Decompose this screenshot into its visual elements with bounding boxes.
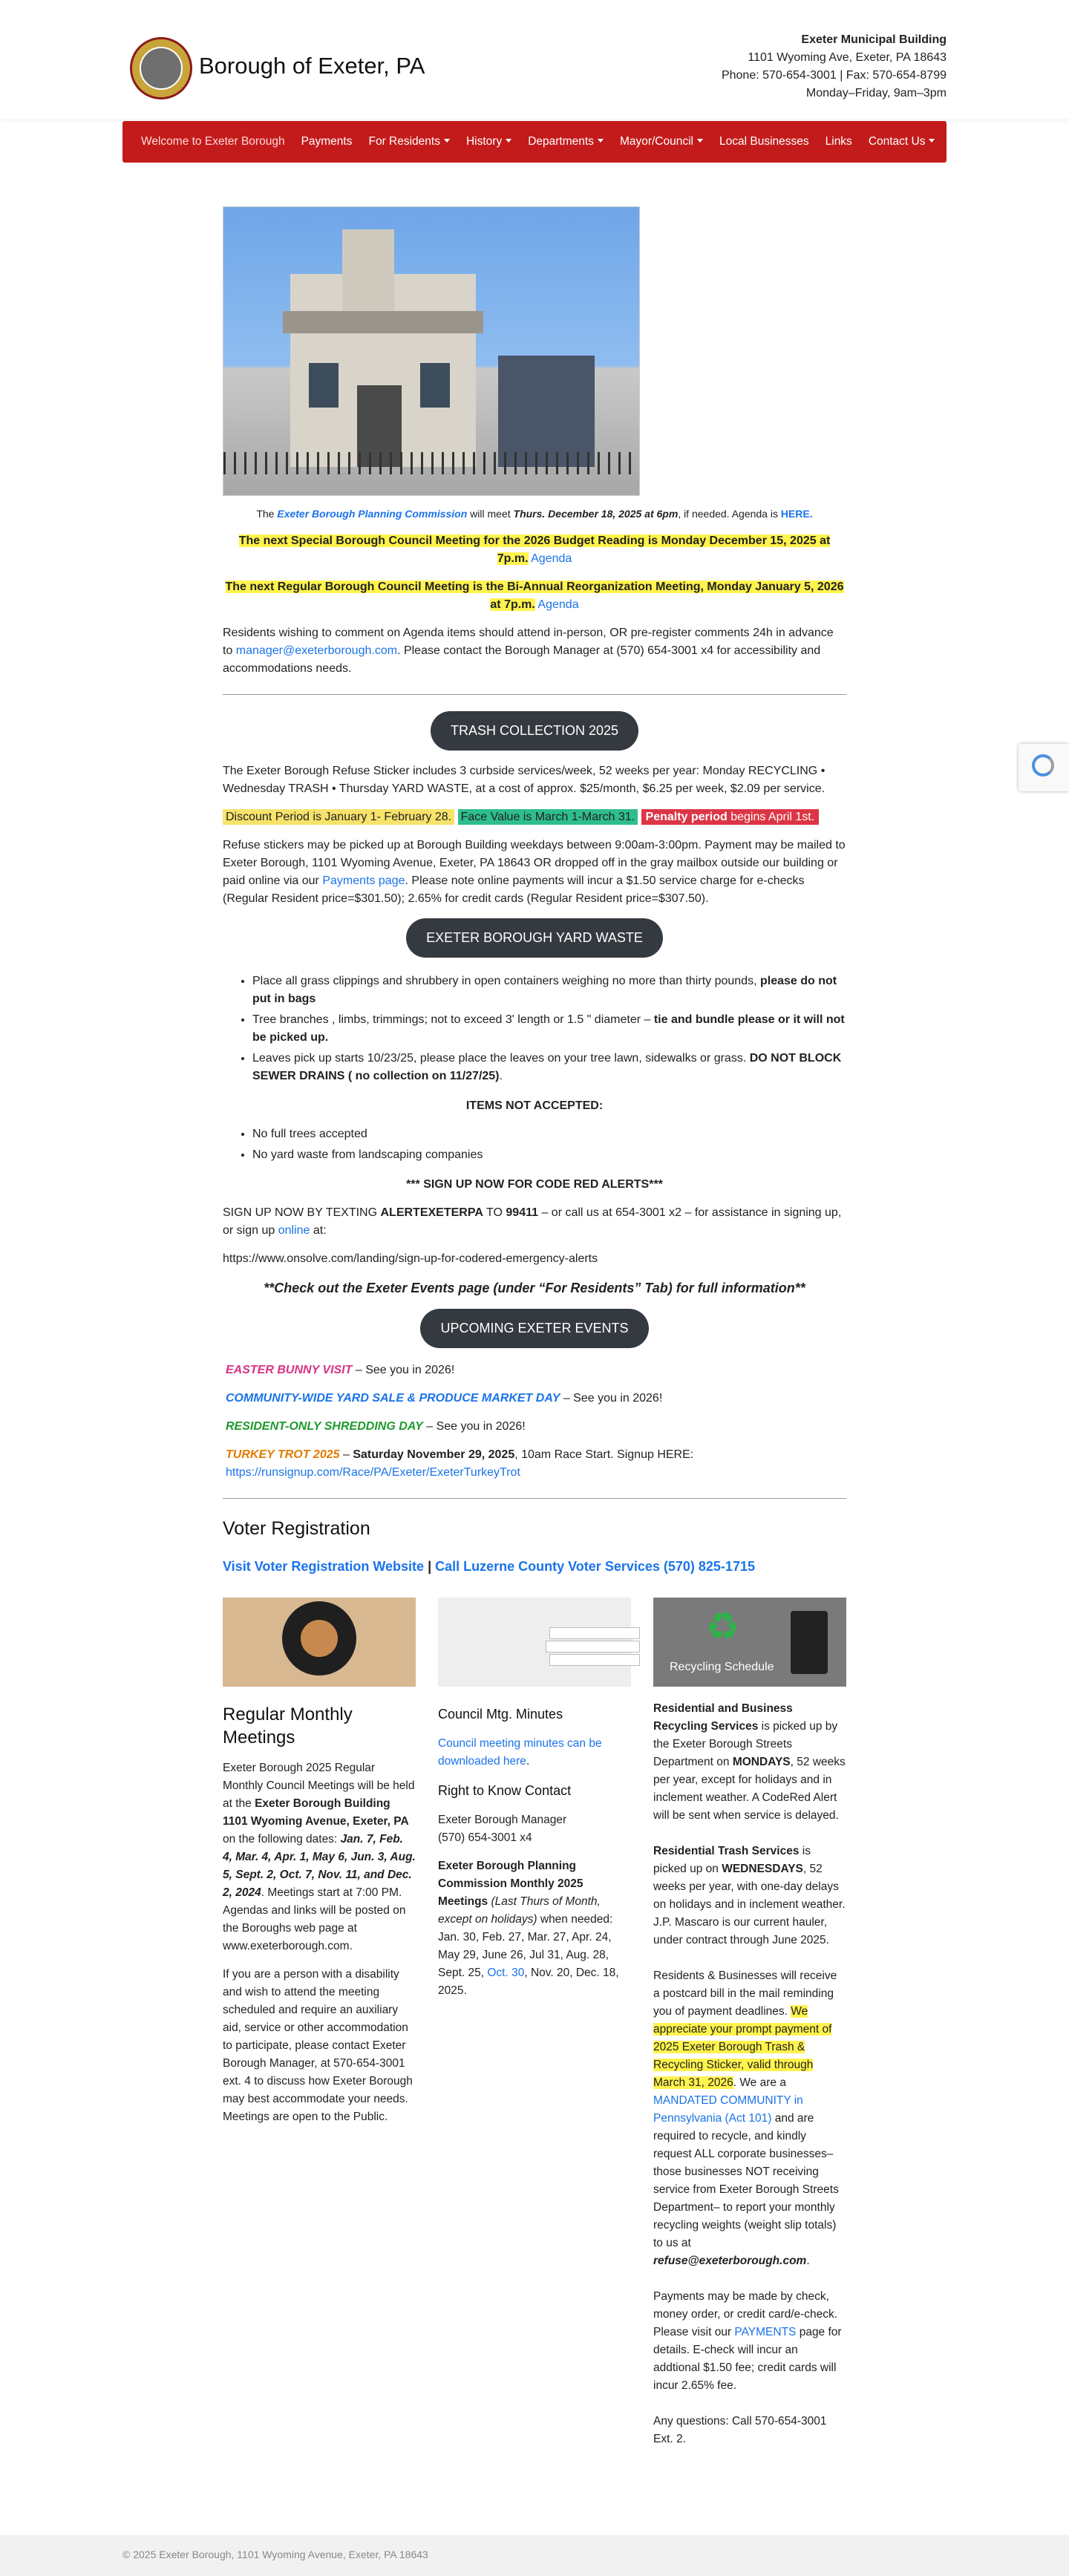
special-meeting-notice bbox=[223, 532, 846, 568]
nav-local-businesses[interactable]: Local Businesses bbox=[719, 135, 809, 148]
address: 1101 Wyoming Ave, Exeter, PA 18643 bbox=[748, 51, 947, 64]
text: will meet bbox=[467, 508, 514, 520]
text: is picked up on bbox=[653, 1844, 811, 1875]
text: Residents & Businesses will receive a postcard bill in the mail reminding you of payment deadlines. bbox=[653, 1969, 837, 2018]
trash-info bbox=[653, 1843, 846, 1949]
text: | bbox=[424, 1558, 436, 1574]
text: Tree branches , limbs, trimmings; not to exceed 3' length or 1.5 " diameter – bbox=[252, 1013, 654, 1026]
site-title[interactable]: Borough of Exeter, PA bbox=[199, 53, 425, 79]
recaptcha-badge[interactable] bbox=[1019, 744, 1069, 791]
contact-block bbox=[722, 31, 947, 102]
code-red-url: https://www.onsolve.com/landing/sign-up-for-codered-emergency-alerts bbox=[223, 1252, 598, 1265]
building-name: Exeter Municipal Building bbox=[801, 33, 947, 46]
voter-website-link[interactable]: Visit Voter Registration Website bbox=[223, 1558, 425, 1574]
recycle-icon: ♻ bbox=[705, 1605, 740, 1649]
event-title: RESIDENT-ONLY SHREDDING DAY bbox=[226, 1420, 423, 1433]
text: Place all grass clippings and shrubbery in open containers weighing no more than thirty pounds, bbox=[252, 975, 760, 987]
text: . Meetings start at 7:00 PM. Agendas and links will be posted on the Boroughs web page at www.exeterborough.com. bbox=[223, 1886, 406, 1952]
column-meetings bbox=[223, 1598, 416, 2137]
discount-period-badge: Discount Period is January 1- February 28. bbox=[223, 809, 454, 825]
municipal-building-photo bbox=[223, 206, 640, 496]
text: . We are a bbox=[733, 2076, 786, 2089]
nav-blog[interactable]: Bl bbox=[951, 135, 962, 148]
planning-notice bbox=[223, 506, 846, 522]
right-to-know-title: Right to Know Contact bbox=[438, 1782, 572, 1798]
photo-house bbox=[498, 356, 595, 467]
photo-tower bbox=[342, 229, 394, 318]
text: Refuse stickers may be picked up at Borough Building weekdays between 9:00am-3:00pm. Payment may be mailed to Exeter Borough, 1101 Wyoming Avenue, Exeter, PA 18643 OR dropped off in the gray mailbox outside our building or paid online via our bbox=[223, 839, 846, 887]
events-note: **Check out the Exeter Events page (under “For Residents” Tab) for full information** bbox=[264, 1281, 805, 1295]
paper-shape bbox=[549, 1627, 640, 1639]
payment-methods bbox=[653, 2288, 846, 2395]
event-title: EASTER BUNNY VISIT bbox=[226, 1364, 353, 1376]
seal-center bbox=[140, 47, 183, 90]
phone-fax: Phone: 570-654-3001 | Fax: 570-654-8799 bbox=[721, 69, 947, 82]
site-header bbox=[0, 0, 1069, 119]
text: begins April 1st. bbox=[727, 811, 815, 823]
text: , 10am Race Start. Signup HERE: bbox=[514, 1448, 694, 1461]
photo-window bbox=[420, 363, 450, 408]
site-footer bbox=[0, 2535, 1069, 2576]
nav-for-residents[interactable]: For Residents bbox=[360, 121, 457, 163]
mandated-community-link[interactable]: MANDATED COMMUNITY in Pennsylvania (Act 101) bbox=[653, 2093, 803, 2125]
oct-30-link[interactable]: Oct. 30 bbox=[487, 1966, 525, 1979]
questions-contact: Any questions: Call 570-654-3001 Ext. 2. bbox=[653, 2414, 827, 2445]
documents-stack-image bbox=[438, 1598, 631, 1687]
list-item: • No yard waste from landscaping companies bbox=[252, 1146, 846, 1164]
text: TO bbox=[483, 1206, 506, 1219]
yard-waste-rules bbox=[223, 972, 846, 1085]
nav-contact-us[interactable]: Contact Us bbox=[860, 121, 944, 163]
text: , 52 weeks per year, except for holidays and in inclement weather. A CodeRed Alert will be sent when service is delayed. bbox=[653, 1755, 846, 1822]
text: at: bbox=[310, 1224, 327, 1237]
divider bbox=[223, 1498, 846, 1499]
refuse-email: refuse@exeterborough.com bbox=[653, 2254, 807, 2267]
list-item bbox=[252, 1011, 846, 1047]
text: – See you in 2026! bbox=[352, 1364, 455, 1376]
text: Residents wishing to comment on Agenda items should attend in-person, OR pre-register comments 24h in advance to bbox=[223, 627, 834, 657]
text-bold: Residential and Business Recycling Services bbox=[653, 1701, 793, 1733]
nav-links[interactable]: Links bbox=[825, 135, 852, 148]
list-item bbox=[252, 972, 846, 1008]
event-yard-sale bbox=[223, 1390, 846, 1408]
special-meeting-text: The next Special Borough Council Meeting for the 2026 Budget Reading is Monday December 15, 2025 at 7p.m. bbox=[238, 535, 831, 565]
list-item: • Leaves pick up starts 10/23/25, please place the leaves on your tree lawn, sidewalks or grass. DO NOT BLOCK SEWER DRAINS ( no collection on 11/27/25). bbox=[252, 1050, 846, 1085]
text: – or call us at 654-3001 x2 – for assistance in signing up, or sign up bbox=[223, 1206, 842, 1237]
trash-bin-icon bbox=[791, 1611, 828, 1674]
text-bold: tie and bundle please or it will not be picked up. bbox=[252, 1013, 845, 1044]
code-red-online-link[interactable]: online bbox=[278, 1224, 310, 1237]
voter-services-link[interactable]: Call Luzerne County Voter Services (570) 825-1715 bbox=[435, 1558, 755, 1574]
nav-welcome[interactable]: Welcome to Exeter Borough bbox=[141, 135, 285, 148]
recycling-image-label: Recycling Schedule bbox=[670, 1660, 774, 1673]
borough-seal-logo[interactable] bbox=[130, 37, 192, 99]
minutes-download-link[interactable]: Council meeting minutes can be downloaded here bbox=[438, 1736, 602, 1768]
planning-schedule bbox=[438, 1857, 631, 2000]
column-recycling bbox=[653, 1598, 846, 2459]
footer-text: © 2025 Exeter Borough, 1101 Wyoming Avenue, Exeter, PA 18643 bbox=[122, 2549, 428, 2560]
coffee-newspaper-image bbox=[223, 1598, 416, 1687]
planning-date: Thurs. December 18, 2025 at 6pm bbox=[513, 508, 679, 520]
text: on the following dates: bbox=[223, 1832, 341, 1846]
text-bold: ALERTEXETERPA bbox=[380, 1206, 483, 1219]
trash-heading-button[interactable]: TRASH COLLECTION 2025 bbox=[431, 711, 638, 751]
paper-shape bbox=[546, 1641, 640, 1653]
event-turkey-trot bbox=[223, 1446, 846, 1482]
text: . Please contact the Borough Manager at (570) 654-3001 x4 for accessibility and accommodations needs. bbox=[223, 644, 821, 675]
coffee-shape bbox=[301, 1620, 338, 1657]
list-item: • No full trees accepted bbox=[252, 1125, 846, 1143]
text: Payments may be made by check, money order, or credit card/e-check. Please visit our bbox=[653, 2289, 838, 2338]
recaptcha-icon bbox=[1032, 754, 1054, 777]
nav-departments[interactable]: Departments bbox=[520, 121, 612, 163]
face-value-badge: Face Value is March 1-March 31. bbox=[458, 809, 638, 825]
meetings-title: Regular Monthly Meetings bbox=[223, 1704, 353, 1748]
text: E-check will incur an addtional $1.50 fee; credit cards will incur 2.65% fee. bbox=[653, 2343, 837, 2392]
text-bold: Exeter Borough Building 1101 Wyoming Avenue, Exeter, PA bbox=[223, 1797, 409, 1828]
recycling-info bbox=[653, 1700, 846, 1825]
planning-commission-link[interactable]: Exeter Borough Planning Commission bbox=[277, 508, 468, 520]
billing-info bbox=[653, 1967, 846, 2270]
text: – See you in 2026! bbox=[422, 1420, 526, 1433]
text: . Please note online payments will incur a $1.50 service charge for e-checks (Regular Resident price=$301.50); 2.65% for credit cards (Regular Resident price=$307.50). bbox=[223, 875, 805, 905]
penalty-period-badge bbox=[641, 809, 820, 825]
not-accepted-list bbox=[223, 1125, 846, 1164]
text: when needed: Jan. 30, Feb. 27, Mar. 27, Apr. 24, May 29, June 26, Jul 31, Aug. 28, Sept. 25, bbox=[438, 1912, 613, 1979]
text-bold: 99411 bbox=[506, 1206, 539, 1219]
nav-mayor-council[interactable]: Mayor/Council bbox=[612, 121, 711, 163]
text: is picked up by the Exeter Borough Streets Department on bbox=[653, 1719, 838, 1768]
event-title: COMMUNITY-WIDE YARD SALE & PRODUCE MARKET DAY bbox=[226, 1392, 560, 1405]
photo-window bbox=[309, 363, 339, 408]
manager-email-link[interactable]: manager@exeterborough.com bbox=[235, 644, 398, 657]
text-bold: MONDAYS bbox=[732, 1755, 791, 1768]
paper-shape bbox=[549, 1654, 640, 1666]
text: . bbox=[806, 2254, 810, 2267]
event-easter bbox=[223, 1361, 846, 1379]
nav-payments[interactable]: Payments bbox=[301, 135, 353, 148]
nav-history[interactable]: History bbox=[458, 121, 520, 163]
voter-registration-heading: Voter Registration bbox=[223, 1518, 370, 1539]
code-red-heading: *** SIGN UP NOW FOR CODE RED ALERTS*** bbox=[406, 1178, 663, 1191]
trash-payment-info bbox=[223, 837, 846, 908]
text: , if needed. Agenda is bbox=[678, 508, 781, 520]
divider bbox=[223, 694, 846, 695]
comment-policy bbox=[223, 624, 846, 678]
regular-agenda-link[interactable]: Agenda bbox=[537, 598, 579, 611]
right-to-know-contact bbox=[438, 1811, 631, 1847]
special-agenda-link[interactable]: Agenda bbox=[531, 552, 572, 565]
voter-links bbox=[223, 1557, 846, 1577]
text: and are required to recycle, and kindly request ALL corporate businesses– those businesses NOT receiving service from Exeter Borough Streets Department– to report your monthly recycling weights (weight slip totals) to us at bbox=[653, 2111, 839, 2249]
payments-page-link[interactable]: Payments page bbox=[322, 875, 405, 887]
event-shredding bbox=[223, 1418, 846, 1436]
text-italic: (Last Thurs of Month, except on holidays) bbox=[438, 1895, 601, 1926]
photo-roof bbox=[283, 311, 483, 333]
text: SIGN UP NOW BY TEXTING bbox=[223, 1206, 381, 1219]
regular-meeting-notice bbox=[223, 578, 846, 614]
payments-link[interactable]: PAYMENTS bbox=[734, 2325, 797, 2338]
text: , Nov. 20, Dec. 18, 2025. bbox=[438, 1966, 619, 1997]
meetings-schedule bbox=[223, 1759, 416, 1955]
items-not-accepted-heading: ITEMS NOT ACCEPTED: bbox=[465, 1099, 604, 1112]
event-title: TURKEY TROT 2025 bbox=[226, 1448, 340, 1461]
accessibility-note: If you are a person with a disability and wish to attend the meeting scheduled and require an auxiliary aid, service or other accommodation to participate, please contact Exeter Borough Manager, at 570-654-3001 ext. 4 to discuss how Exeter Borough may best accommodate your needs. Meetings are open to the Public. bbox=[223, 1967, 413, 2123]
meeting-dates: Jan. 7, Feb. 4, Mar. 4, Apr. 1, May 6, Jun. 3, Aug. 5, Sept. 2, Oct. 7, Nov. 11, and Dec. 2, 2024 bbox=[223, 1832, 416, 1899]
info-columns bbox=[223, 1598, 846, 2518]
yard-waste-heading-button[interactable]: EXETER BOROUGH YARD WASTE bbox=[406, 918, 663, 958]
main-nav bbox=[122, 121, 962, 163]
payment-highlight: We appreciate your prompt payment of 2025 Exeter Borough Trash & Recycling Sticker, valid through March 31, 2026 bbox=[653, 2004, 832, 2089]
main-content bbox=[223, 206, 846, 2518]
code-red-signup bbox=[223, 1204, 846, 1240]
text: Exeter Borough 2025 Regular Monthly Council Meetings will be held at the bbox=[223, 1761, 415, 1810]
text-bold: DO NOT BLOCK SEWER DRAINS ( no collection on 11/27/25) bbox=[252, 1052, 842, 1082]
text: , 52 weeks per year, with one-day delays on holidays and in inclement weather. J.P. Mascaro is our current hauler, under contract through June 2025. bbox=[653, 1862, 846, 1946]
trash-description: The Exeter Borough Refuse Sticker includes 3 curbside services/week, 52 weeks per year: Monday RECYCLING • Wednesday TRASH • Thursday YARD WASTE, at a cost of approx. $25/month, $6.25 per week, $2.09 per service. bbox=[223, 765, 826, 795]
text: page for details. bbox=[653, 2325, 842, 2356]
planning-agenda-link[interactable]: HERE. bbox=[780, 508, 813, 520]
regular-meeting-text: The next Regular Borough Council Meeting is the Bi-Annual Reorganization Meeting, Monday January 5, 2026 at 7p.m. bbox=[225, 581, 844, 611]
turkey-trot-signup-link[interactable]: https://runsignup.com/Race/PA/Exeter/ExeterTurkeyTrot bbox=[226, 1466, 520, 1479]
text: The bbox=[256, 508, 278, 520]
text-bold: please do not put in bags bbox=[252, 975, 837, 1005]
events-heading-button[interactable]: UPCOMING EXETER EVENTS bbox=[420, 1309, 648, 1348]
text: – bbox=[339, 1448, 353, 1461]
text: Leaves pick up starts 10/23/25, please place the leaves on your tree lawn, sidewalks or grass. bbox=[252, 1052, 750, 1065]
text: Exeter Borough Manager bbox=[438, 1813, 567, 1826]
recycling-schedule-image[interactable] bbox=[653, 1598, 846, 1687]
text: (570) 654-3001 x4 bbox=[438, 1831, 532, 1844]
text: – See you in 2026! bbox=[560, 1392, 663, 1405]
text-bold: Residential Trash Services bbox=[653, 1844, 800, 1857]
trash-periods bbox=[223, 808, 846, 826]
office-hours: Monday–Friday, 9am–3pm bbox=[805, 87, 947, 99]
text-bold: WEDNESDAYS bbox=[722, 1862, 803, 1875]
event-date: Saturday November 29, 2025 bbox=[353, 1448, 515, 1461]
penalty-bold: Penalty period bbox=[645, 811, 728, 823]
photo-fence bbox=[223, 452, 639, 474]
minutes-title: Council Mtg. Minutes bbox=[438, 1706, 563, 1722]
text-bold: Exeter Borough Planning Commission Monthly 2025 Meetings bbox=[438, 1859, 583, 1908]
column-minutes: Council Mtg. Minutes Council meeting minutes can be downloaded here. Right to Know Contact Exeter Borough Manager (570) 654-3001 x4 Exeter Borough Planning Commission Monthly 2025 Meetings (Last Thurs of Month, except on holidays) when needed: Jan. 30, Feb. 27, Mar. 27, Apr. 24, May 29, June 26, Jul 31, Aug. 28, Sept. 25, Oct. 30, Nov. 20, Dec. 18, 2025. bbox=[438, 1598, 631, 2010]
